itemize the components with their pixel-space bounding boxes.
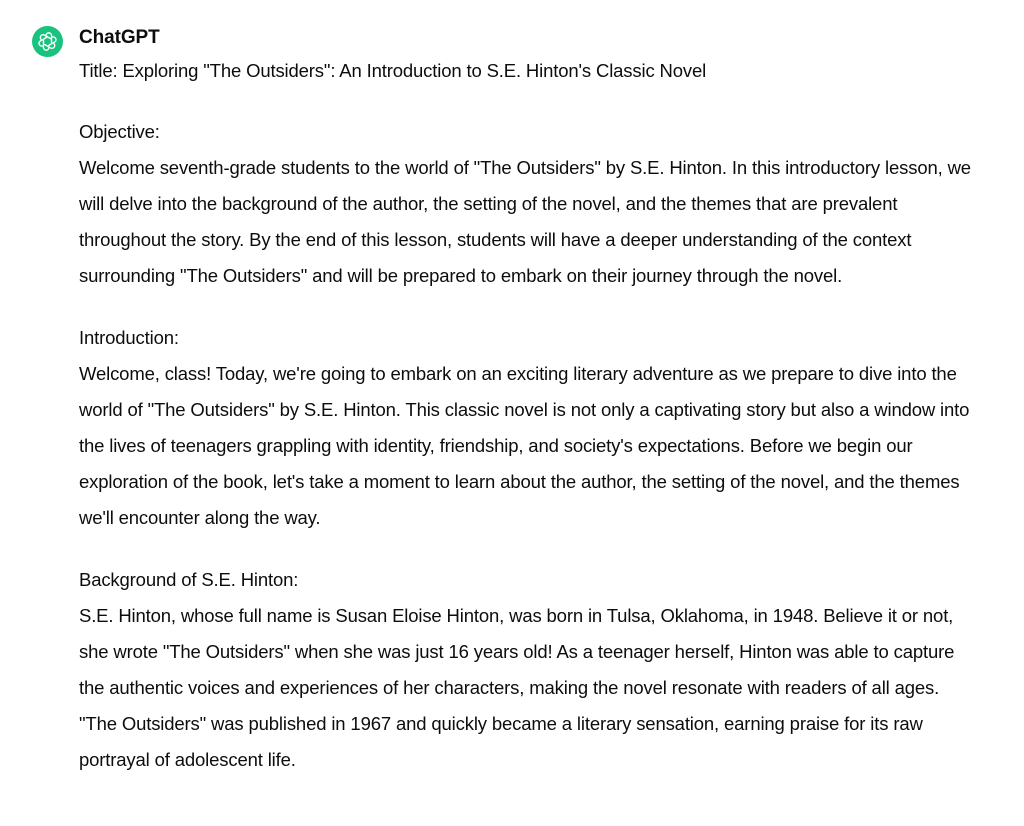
section-text: Welcome, class! Today, we're going to embark on an exciting literary adventure as we prepare to dive into the world of "The Outsiders" by S.E. Hinton. This classic novel is not only a captivating story but also a window into the lives of teenagers grappling with identity, friendship, and society's expectations. Before we begin our exploration of the book, let's take a moment to learn about the author, the setting of the novel, and the themes we'll encounter along the way. <box>79 363 970 528</box>
section-heading: Introduction: <box>79 327 179 348</box>
message-author: ChatGPT <box>79 27 160 48</box>
assistant-avatar <box>32 26 63 57</box>
openai-logo-icon <box>37 31 58 52</box>
section-introduction <box>79 320 979 536</box>
lesson-title: Title: Exploring "The Outsiders": An Introduction to S.E. Hinton's Classic Novel <box>79 60 707 81</box>
section-text: Welcome seventh-grade students to the world of "The Outsiders" by S.E. Hinton. In this introductory lesson, we will delve into the background of the author, the setting of the novel, and the themes that are prevalent throughout the story. By the end of this lesson, students will have a deeper understanding of the context surrounding "The Outsiders" and will be prepared to embark on their journey through the novel. <box>79 157 971 286</box>
section-heading: Objective: <box>79 121 160 142</box>
section-objective <box>79 114 979 294</box>
section-heading: Background of S.E. Hinton: <box>79 569 299 590</box>
message-content <box>79 24 979 778</box>
section-background <box>79 562 979 778</box>
section-text: S.E. Hinton, whose full name is Susan Eloise Hinton, was born in Tulsa, Oklahoma, in 1948. Believe it or not, she wrote "The Outsiders" when she was just 16 years old! As a teenager herself, Hinton was able to capture the authentic voices and experiences of her characters, making the novel resonate with readers of all ages. "The Outsiders" was published in 1967 and quickly became a literary sensation, earning praise for its raw portrayal of adolescent life. <box>79 605 955 770</box>
